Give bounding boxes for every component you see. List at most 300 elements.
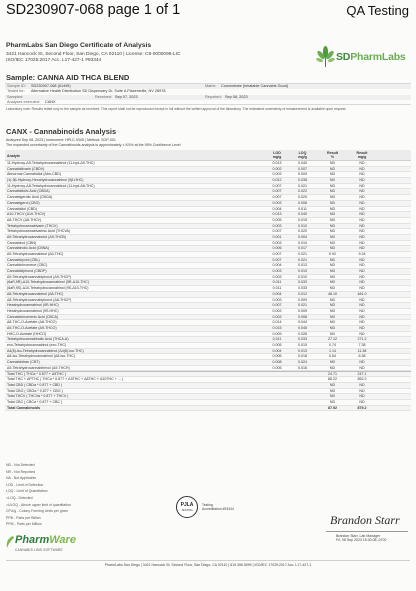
- cell-mgg: ND: [359, 360, 365, 365]
- cell-lod: 0.002: [272, 166, 282, 171]
- cell-pct: ND: [329, 195, 336, 200]
- cell-pct: 27.12: [328, 337, 337, 342]
- cell-loq: 0.010: [298, 274, 307, 279]
- cell-blank: [374, 406, 411, 411]
- cell-lod: 0.003: [272, 314, 282, 319]
- cell-mgg: ND: [359, 331, 365, 336]
- cell-pct: ND: [329, 269, 336, 274]
- cell-mgg: ND: [359, 297, 365, 302]
- cell-mgg: 11.38: [357, 348, 367, 353]
- cell-loq: 0.009: [298, 297, 307, 302]
- cell-blank: [374, 195, 411, 200]
- cell-pct: 1.14: [329, 348, 336, 353]
- cell-blank: [374, 263, 411, 268]
- cell-analyte: exo-Tetrahydrocannabinol (exo-THC): [7, 343, 67, 347]
- cell-pct: ND: [329, 314, 336, 319]
- cell-lod: 0.007: [272, 252, 282, 256]
- matrix-label: Matrix:: [205, 84, 217, 88]
- total-mgg: 247.1: [357, 372, 367, 377]
- cell-pct: ND: [329, 308, 336, 313]
- col-result-pct-unit: %: [330, 155, 335, 160]
- page-title: SD230907-068 page 1 of 1: [6, 2, 181, 18]
- cell-pct: ND: [329, 331, 336, 336]
- cell-blank: [374, 246, 411, 251]
- cannabinoids-table: [5, 150, 411, 411]
- pharmware-swoosh-icon: [5, 535, 15, 549]
- cell-lod: [264, 372, 290, 376]
- cell-pct: ND: [329, 274, 336, 279]
- cell-loq: [290, 389, 315, 394]
- cell-pct: ND: [329, 286, 336, 291]
- cell-lod: 0.011: [272, 337, 282, 342]
- cell-blank: [374, 343, 411, 348]
- cell-mgg: ND: [359, 320, 365, 325]
- col-result-mgg: [350, 150, 374, 160]
- cell-pct: 0.64: [329, 354, 336, 359]
- cell-blank: [374, 258, 411, 263]
- total-pct: 85.22: [328, 377, 337, 382]
- cell-blank: [374, 377, 411, 382]
- cell-blank: [374, 269, 411, 274]
- pjla-subtext: TESTING: [181, 509, 193, 512]
- sample-info: [5, 83, 411, 105]
- cell-lod: [264, 394, 290, 399]
- cell-loq: 0.007: [298, 166, 307, 171]
- cell-pct: ND: [329, 178, 336, 183]
- total-pct: ND: [329, 399, 336, 404]
- reported-label: Reported:: [205, 94, 222, 99]
- received-date: Sep 07, 2023: [115, 94, 138, 99]
- cell-analyte: Δ9-Tetrahydrocannabutol (Δ9-THCB): [7, 234, 66, 239]
- cell-lod: 0.007: [272, 229, 282, 234]
- cell-analyte: HHC-O-Acetate (HHCO): [7, 331, 47, 336]
- cell-loq: [290, 383, 315, 388]
- total-label: Total THCV ( THCVa * 0.877 + THCV ): [7, 394, 69, 399]
- cell-loq: 0.038: [298, 178, 307, 183]
- cell-pct: ND: [329, 172, 336, 177]
- canx-section-title: CANX - Cannabinoids Analysis: [6, 127, 117, 136]
- analyses-label: Analyses executed:: [7, 100, 40, 105]
- cell-blank: [374, 241, 411, 246]
- cell-mgg: ND: [359, 166, 365, 171]
- cell-mgg: 9.24: [358, 252, 366, 256]
- cell-analyte: Cannabichromenic Acid (CBCA): [7, 314, 59, 319]
- cell-mgg: 271.2: [357, 337, 367, 342]
- cell-mgg: ND: [359, 308, 365, 313]
- cell-analyte: Cannabinol (CBN): [7, 240, 37, 245]
- cell-loq: 0.015: [298, 343, 307, 347]
- cell-loq: 0.045: [298, 325, 307, 330]
- cell-loq: 0.012: [298, 291, 307, 296]
- pjla-badge: [176, 496, 198, 518]
- cell-lod: 0.003: [272, 274, 282, 279]
- cell-analyte: (6aR,9R)-Δ10-Tetrahydrocannabinol (9R-Δ10-THC): [7, 280, 89, 285]
- cell-pct: ND: [329, 206, 336, 211]
- cell-mgg: 481.0: [357, 291, 367, 296]
- total-pct: 24.71: [328, 372, 337, 377]
- cell-blank: [374, 167, 411, 172]
- total-pct: ND: [329, 388, 336, 393]
- cell-analyte: Cannabigerolic Acid (CBGA): [7, 195, 53, 200]
- cell-mgg: 7.38: [358, 343, 366, 347]
- total-row: [5, 406, 411, 412]
- cell-blank: [374, 235, 411, 240]
- cell-blank: [374, 394, 411, 399]
- received-label: Received:: [95, 94, 112, 99]
- cell-mgg: 6.38: [358, 354, 366, 359]
- cell-lod: 0.004: [272, 206, 282, 211]
- cell-pct: ND: [329, 257, 336, 262]
- cell-blank: [374, 360, 411, 365]
- cell-lod: 0.001: [272, 234, 282, 239]
- cell-pct: ND: [329, 325, 336, 330]
- cell-blank: [374, 320, 411, 325]
- cell-lod: 0.004: [272, 291, 282, 296]
- cell-mgg: ND: [359, 257, 365, 262]
- cell-lod: 0.003: [272, 269, 282, 274]
- cell-loq: [290, 394, 315, 399]
- cell-analyte: Tetrahydrocannabivarin (THCV): [7, 223, 58, 228]
- cell-mgg: ND: [359, 274, 365, 279]
- note-line: >ULOQ - Above upper limit of quantitation: [6, 502, 71, 507]
- total-pct: ND: [329, 382, 336, 387]
- cell-loq: 0.015: [298, 217, 307, 222]
- total-mgg: ND: [359, 388, 365, 393]
- cell-loq: 0.017: [298, 246, 307, 251]
- cell-blank: [374, 189, 411, 194]
- cell-blank: [374, 212, 411, 217]
- cell-lod: [264, 377, 290, 382]
- tested-for-value: Alternative Health Distribution SD Dispensary Dr. Suite A Placentville, NV 28978: [31, 89, 166, 94]
- cell-analyte: Δ8-Tetrahydrocannabinol (Δ8-THC): [7, 291, 64, 296]
- cell-mgg: ND: [359, 280, 365, 285]
- cell-blank: [374, 315, 411, 320]
- cell-loq: 0.018: [298, 354, 307, 359]
- cell-loq: 0.022: [298, 189, 307, 194]
- cell-mgg: ND: [359, 246, 365, 251]
- cell-pct: ND: [329, 212, 336, 217]
- cell-blank: [374, 298, 411, 303]
- table-totals: [5, 371, 411, 411]
- cell-pct: ND: [329, 200, 336, 205]
- col-result-mgg-unit: mg/g: [357, 155, 367, 160]
- cell-pct: ND: [329, 246, 336, 251]
- cell-pct: ND: [329, 166, 336, 171]
- cell-loq: [290, 406, 315, 411]
- sample-title: Sample: CANNA AID THCA BLEND: [6, 73, 130, 82]
- cell-pct: ND: [329, 280, 336, 285]
- cell-lod: [264, 400, 290, 405]
- cell-loq: 0.024: [298, 360, 307, 365]
- cell-lod: 0.004: [272, 348, 282, 353]
- cell-mgg: ND: [359, 217, 365, 222]
- tested-for-label: Tested for:: [7, 89, 25, 94]
- pjla-text: PJLA: [180, 502, 194, 508]
- pharmware-logo: [5, 534, 93, 554]
- cell-loq: 0.008: [298, 200, 307, 205]
- cell-mgg: ND: [359, 240, 365, 245]
- total-label: Total CBC ( CBCa * 0.877 + CBC ): [7, 399, 63, 404]
- cell-pct: ND: [329, 303, 336, 308]
- pjla-acc-line-1: Testing: [202, 503, 213, 507]
- cell-blank: [374, 292, 411, 297]
- note-line: ND - Not Detected: [6, 463, 35, 467]
- cell-blank: [374, 172, 411, 177]
- cell-blank: [374, 372, 411, 376]
- cell-loq: 0.009: [298, 172, 307, 177]
- col-lod-label: LOD: [273, 151, 281, 156]
- note-line: <LOQ - Detected: [6, 495, 33, 500]
- pharmware-name-a: Pharm: [15, 534, 50, 546]
- cell-analyte: 11-Hydroxy-Δ8-Tetrahydrocannabinol (11-hyd-Δ8-THC): [7, 183, 95, 188]
- cell-analyte: Δ8-Tetrahydrocannabiphorol (Δ8-THCP): [7, 297, 71, 302]
- cell-pct: ND: [329, 217, 336, 222]
- cell-pct: ND: [329, 189, 336, 194]
- col-blank: [374, 150, 411, 160]
- cell-mgg: ND: [359, 195, 365, 200]
- logo-name: PharmLabs: [350, 51, 406, 63]
- cell-loq: 0.020: [298, 229, 307, 234]
- note-line: LOQ - Limit of Quantitation: [6, 489, 48, 494]
- cell-lod: 0.003: [272, 223, 282, 228]
- cell-blank: [374, 349, 411, 354]
- footer-divider: [6, 560, 410, 561]
- cell-lod: 0.011: [272, 286, 282, 291]
- col-result-pct-label: Result: [327, 151, 338, 156]
- cell-loq: 0.026: [298, 331, 307, 336]
- cell-lod: [264, 383, 290, 388]
- cell-lod: 0.006: [272, 246, 282, 251]
- table-header: [5, 150, 411, 161]
- sample-row-analyses: [5, 100, 411, 105]
- lab-accreditation: ISO/IEC 17025:2017 Acc. L17-427-1 #93344: [6, 57, 102, 63]
- cell-analyte: (±)-9β-Hydroxy-Hexahydrocannabinol (9β-HHC): [7, 178, 84, 183]
- reported-date: Sep 08, 2023: [225, 94, 248, 99]
- cell-analyte: Cannabidiol (CBD): [7, 206, 37, 211]
- cell-analyte: Δ8-THC-O-Acetate (Δ8-THCO): [7, 320, 57, 325]
- cell-blank: [374, 303, 411, 308]
- cell-lod: 0.008: [272, 360, 282, 365]
- cell-mgg: ND: [359, 178, 365, 183]
- cell-mgg: ND: [359, 212, 365, 217]
- cell-analyte: Hexahydrocannabinol (9R-HHC): [7, 303, 59, 308]
- cell-lod: 0.007: [272, 195, 282, 200]
- cell-pct: 0.92: [329, 252, 336, 256]
- cell-mgg: ND: [359, 161, 365, 165]
- cell-loq: 0.013: [298, 263, 307, 268]
- cell-analyte: Cannabichromene (CBC): [7, 263, 48, 268]
- cell-lod: 0.012: [272, 178, 282, 183]
- cell-analyte: Δ9-Tetrahydrocannabihexol (Δ9-THCH): [7, 365, 70, 370]
- cell-loq: 0.010: [298, 223, 307, 228]
- cell-blank: [374, 201, 411, 206]
- col-result-pct: [315, 150, 350, 160]
- table-body: [5, 161, 411, 371]
- cell-analyte: Tetrahydrocannabinolic Acid (THCA-A): [7, 337, 69, 342]
- sampled-label: Sampled:: [7, 94, 24, 99]
- signature-line: [326, 531, 408, 532]
- signature: Brandon Starr: [330, 513, 400, 527]
- pjla-acc-line-2: Accreditation #93344: [202, 507, 234, 512]
- canx-uncertainty: The expanded uncertainty of the Cannabinoids analysis is approximately ± 8.5% at the 95% Confidence Level: [6, 143, 181, 147]
- total-label: Total THC + ΔPTHC ( THCa * 0.877 + Δ9THC + Δ8THC + Δ10THC + ... ): [7, 377, 124, 382]
- cell-lod: 0.005: [272, 217, 282, 222]
- note-line: NA - Not Applicable: [6, 476, 37, 481]
- cell-analyte: Δ9-Tetrahydrocannabiphorol (Δ9-THCP): [7, 274, 71, 279]
- cell-mgg: ND: [359, 200, 365, 205]
- col-loq-unit: mg/g: [298, 155, 307, 160]
- sample-id: SD230907-068 (61495): [31, 84, 71, 88]
- total-label: Total THC ( THCa * 0.877 + Δ9THC ): [7, 372, 66, 377]
- cell-lod: 0.003: [272, 172, 282, 177]
- cell-loq: 0.021: [298, 257, 307, 262]
- total-mgg: ND: [359, 394, 365, 399]
- col-lod-unit: mg/g: [272, 155, 282, 160]
- cell-analyte: Cannabinolic Acid (CBNA): [7, 246, 49, 251]
- lab-address: 3421 Hancock St, Second Floor, San Diego, CA 92110 | License: C8-0000096-LIC: [6, 51, 181, 57]
- cell-loq: 0.044: [298, 320, 307, 325]
- cell-mgg: ND: [359, 172, 365, 177]
- col-result-mgg-label: Result: [356, 151, 368, 156]
- cell-analyte: (6aR,9S)-Δ10-Tetrahydrocannabinol (9S-Δ10-THC): [7, 286, 89, 291]
- total-pct: ND: [329, 394, 336, 399]
- cell-blank: [374, 275, 411, 280]
- laboratory-note: Laboratory note: Results relate only to the sample as received. This report shall not be reproduced except in full without the written approval of the laboratory. The estimated uncertainty of measurement is available upon request.: [6, 107, 347, 111]
- signed-date: Fri, 08 Sep 2023 15:30:08 -0700: [336, 538, 387, 542]
- total-label: Total Cannabinoids: [7, 405, 41, 410]
- cell-loq: 0.021: [298, 252, 307, 256]
- cell-analyte: Cannabigerol (CBG): [7, 200, 40, 205]
- cell-lod: 0.013: [272, 161, 282, 165]
- cell-lod: 0.007: [272, 303, 282, 308]
- matrix-value: Concentrate (Inhalable Cannabis Good): [221, 84, 289, 88]
- cell-analyte: Cannabidiolic Acid (CBDA): [7, 189, 50, 194]
- cell-lod: 0.003: [272, 308, 282, 313]
- cell-lod: 0.003: [272, 297, 282, 302]
- cell-lod: 0.005: [272, 343, 282, 347]
- sdpharmlabs-logo: [316, 45, 411, 69]
- definitions-notes: [6, 462, 71, 528]
- cell-lod: 0.007: [272, 257, 282, 262]
- cell-pct: ND: [329, 297, 336, 302]
- cell-mgg: ND: [359, 269, 365, 274]
- col-lod: [264, 150, 290, 160]
- note-line: LOD - Limit of Detection: [6, 482, 44, 487]
- cell-pct: ND: [329, 223, 336, 228]
- cell-lod: [264, 406, 290, 411]
- total-label: Total CBG ( CBGa * 0.877 + CBG ): [7, 388, 63, 393]
- cell-blank: [374, 366, 411, 371]
- col-loq-label: LOQ: [298, 151, 307, 156]
- cell-blank: [374, 286, 411, 291]
- cell-loq: 0.010: [298, 269, 307, 274]
- leaf-icon: [316, 45, 335, 68]
- cell-mgg: ND: [359, 206, 365, 211]
- cell-blank: [374, 389, 411, 394]
- total-pct: 87.92: [328, 405, 337, 410]
- total-mgg: ND: [359, 382, 365, 387]
- cell-analyte: Abnormal Cannabidiol (Abn-CBD): [7, 172, 61, 177]
- logo-prefix: SD: [336, 51, 351, 63]
- cell-lod: 0.014: [272, 320, 282, 325]
- total-mgg: 879.2: [357, 405, 367, 410]
- cell-loq: 0.033: [298, 280, 307, 285]
- total-mgg: 852.2: [357, 377, 367, 382]
- cell-blank: [374, 252, 411, 257]
- total-mgg: ND: [359, 399, 365, 404]
- qa-testing-label: QA Testing: [346, 3, 409, 18]
- cell-loq: [290, 400, 315, 405]
- cell-pct: ND: [329, 229, 336, 234]
- cell-blank: [374, 218, 411, 223]
- cell-lod: 0.004: [272, 263, 282, 268]
- cell-blank: [374, 184, 411, 189]
- note-line: CFU/g - Colony Forming Units per gram: [6, 509, 68, 514]
- cell-pct: ND: [329, 161, 336, 165]
- cell-lod: 0.003: [272, 200, 282, 205]
- cell-analyte: Cannabidivarin (CBDV): [7, 166, 45, 171]
- cell-blank: [374, 207, 411, 212]
- note-line: NR - Not Reported: [6, 469, 35, 474]
- cell-blank: [374, 326, 411, 331]
- pharmware-name-b: Ware: [49, 534, 76, 546]
- cell-analyte: Hexahydrocannabinol (9S-HHC): [7, 308, 59, 313]
- cell-pct: 48.10: [328, 291, 337, 296]
- cell-mgg: ND: [359, 263, 365, 268]
- cell-pct: ND: [329, 263, 336, 268]
- cell-loq: 0.040: [298, 161, 307, 165]
- cell-lod: 0.013: [272, 212, 282, 217]
- cell-blank: [374, 178, 411, 183]
- cell-loq: 0.009: [298, 308, 307, 313]
- cell-pct: ND: [329, 320, 336, 325]
- cell-pct: ND: [329, 240, 336, 245]
- col-loq: [290, 150, 315, 160]
- cell-analyte: Cannabicitran (CBT): [7, 360, 40, 365]
- cell-loq: 0.033: [298, 286, 307, 291]
- cell-analyte: Δ9-Tetrahydrocannabinol (Δ9-THC): [7, 252, 64, 256]
- cell-pct: ND: [329, 183, 336, 188]
- cell-lod: 0.011: [272, 280, 282, 285]
- cell-lod: 0.006: [272, 354, 282, 359]
- cell-mgg: ND: [359, 183, 365, 188]
- sample-id-label: Sample ID:: [7, 84, 26, 88]
- cell-loq: 0.004: [298, 234, 307, 239]
- cell-lod: 0.015: [272, 325, 282, 330]
- cell-lod: 0.003: [272, 240, 282, 245]
- cell-loq: 0.033: [298, 337, 307, 342]
- cell-blank: [374, 224, 411, 229]
- cell-loq: 0.013: [298, 348, 307, 353]
- cell-analyte: Cannabicyclol (CBL): [7, 257, 40, 262]
- canx-analyzed-info: Analyzed Sep 08, 2023 | Instrument: HPLC-VWD | Method: SOP-001: [6, 138, 116, 142]
- cell-mgg: ND: [359, 365, 365, 370]
- cell-blank: [374, 229, 411, 234]
- cell-blank: [374, 280, 411, 285]
- cell-pct: ND: [329, 365, 336, 370]
- analyses-value: CANX: [45, 100, 56, 105]
- cell-blank: [374, 332, 411, 337]
- cell-loq: 0.016: [298, 365, 307, 370]
- cell-blank: [374, 383, 411, 388]
- cell-loq: 0.021: [298, 303, 307, 308]
- cell-analyte: Tetrahydrocannabivarinic Acid (THCVA): [7, 229, 71, 234]
- cell-analyte: Δ10-THCV (Δ10-THCV): [7, 212, 46, 217]
- pjla-accreditation: [202, 503, 234, 512]
- cell-lod: [264, 389, 290, 394]
- cell-blank: [374, 354, 411, 359]
- cell-loq: 0.011: [298, 206, 307, 211]
